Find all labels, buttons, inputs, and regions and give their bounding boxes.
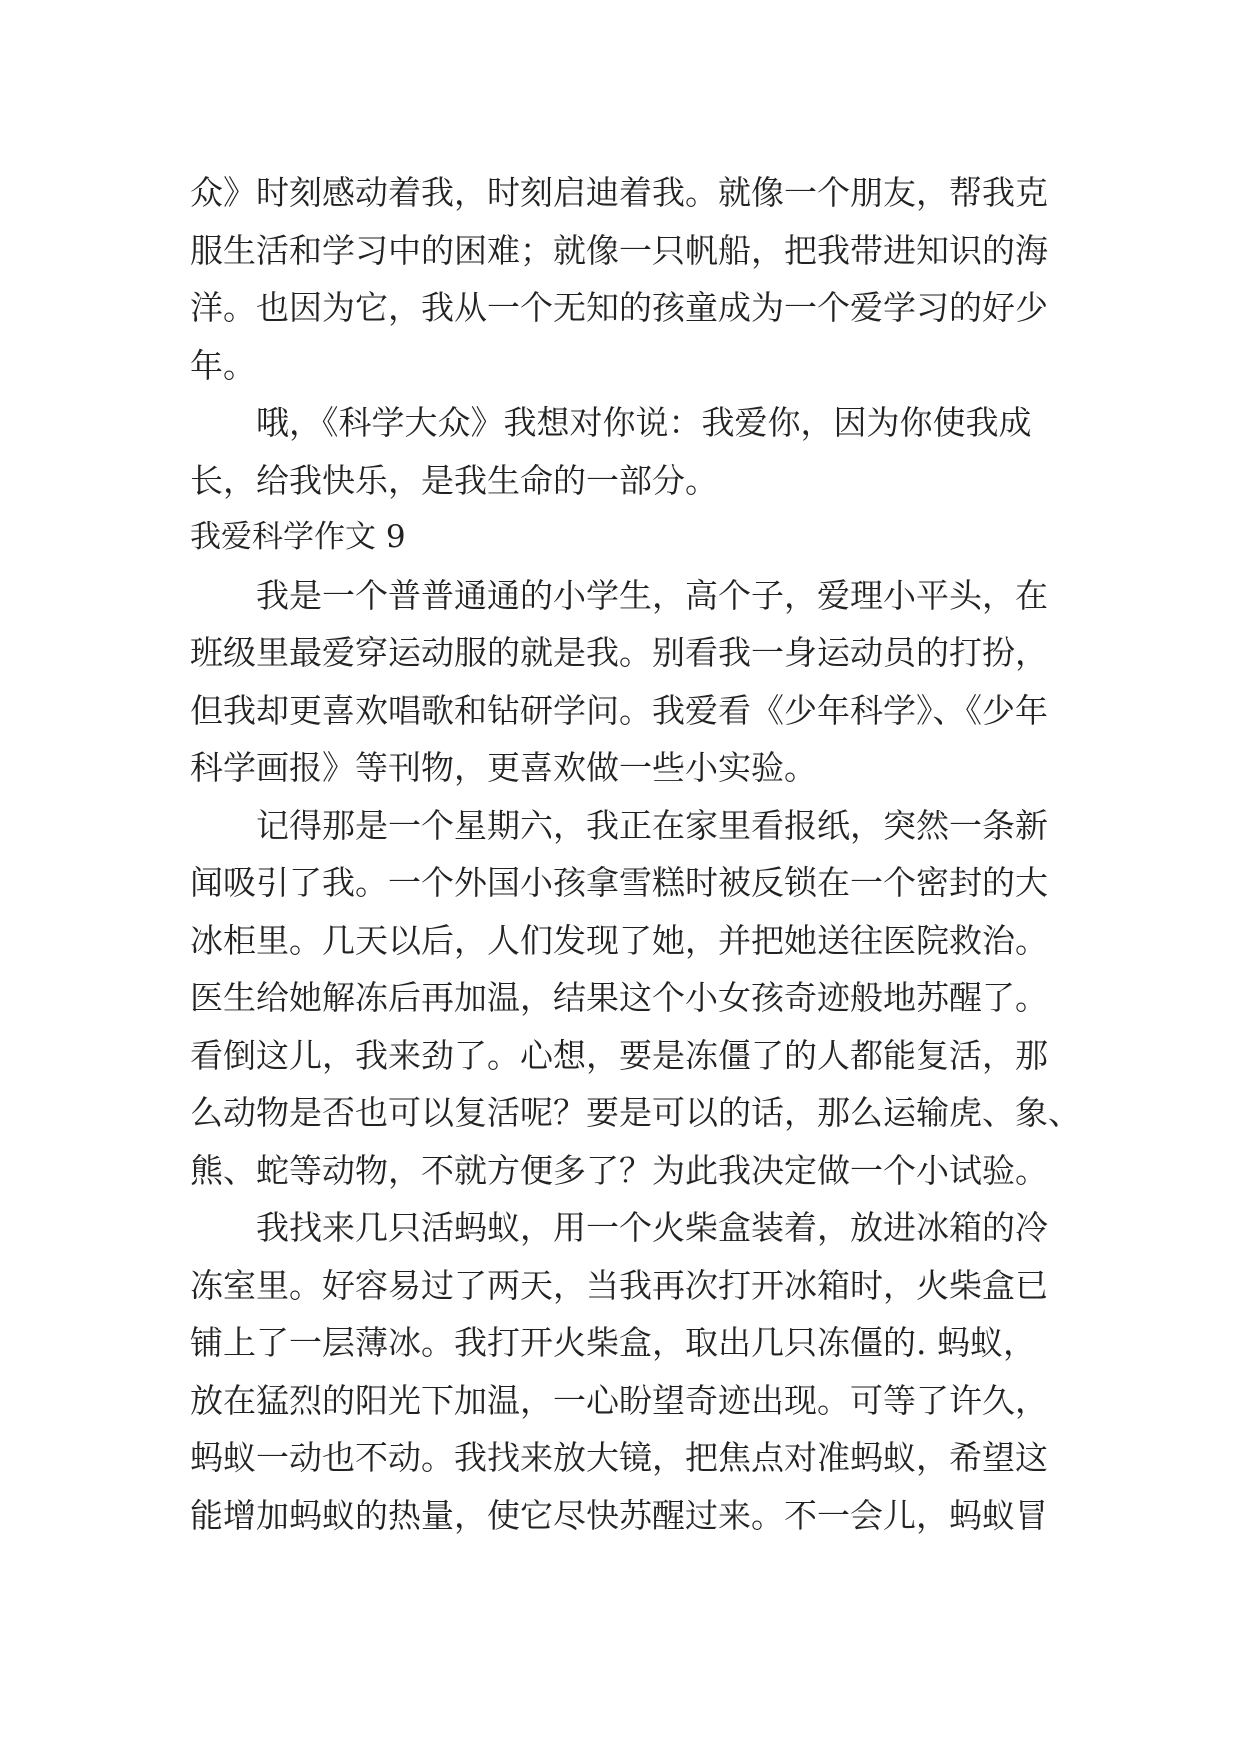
text-line: 年。 [190,345,256,385]
text-line: 哦，《科学大众》我想对你说：我爱你，因为你使我成 [256,403,1032,442]
text-line: 洋。也因为它，我从一个无知的孩童成为一个爱学习的好少 [190,288,1048,327]
paragraph [190,567,1060,797]
text-line: 闻吸引了我。一个外国小孩拿雪糕时被反锁在一个密封的大 [190,863,1048,902]
section-heading: 我爱科学作文 9 [190,519,406,555]
paragraph [190,394,1060,509]
text-line: 看倒这儿，我来劲了。心想，要是冻僵了的人都能复活，那 [190,1035,1048,1075]
paragraph [190,797,1081,1200]
text-line: 我找来几只活蚂蚁，用一个火柴盒装着，放进冰箱的冷 [256,1208,1048,1247]
text-line: 冰柜里。几天以后，人们发现了她，并把她送往医院救治。 [190,920,1048,960]
text-line: 能增加蚂蚁的热量，使它尽快苏醒过来。不一会儿，蚂蚁冒 [190,1495,1048,1535]
text-line: 铺上了一层薄冰。我打开火柴盒，取出几只冻僵的. 蚂蚁， [190,1323,1036,1362]
text-line: 医生给她解冻后再加温，结果这个小女孩奇迹般地苏醒了。 [190,978,1048,1017]
text-line: 么动物是否也可以复活呢？要是可以的话，那么运输虎、象、 [190,1093,1081,1132]
document-body [190,164,1081,1544]
text-line: 服生活和学习中的困难；就像一只帆船，把我带进知识的海 [190,230,1048,270]
text-line: 众》时刻感动着我，时刻启迪着我。就像一个朋友，帮我克 [190,173,1048,212]
text-line: 记得那是一个星期六，我正在家里看报纸，突然一条新 [256,805,1048,845]
text-line: 冻室里。好容易过了两天，当我再次打开冰箱时，火柴盒已 [190,1265,1048,1305]
text-line: 我是一个普普通通的小学生，高个子，爱理小平头，在 [256,575,1048,615]
text-line: 长，给我快乐，是我生命的一部分。 [190,460,718,500]
text-line: 但我却更喜欢唱歌和钻研学问。我爱看《少年科学》、《少年 [190,690,1048,730]
text-line: 熊、蛇等动物，不就方便多了？为此我决定做一个小试验。 [190,1150,1048,1190]
paragraph [190,1199,1060,1544]
text-line: 班级里最爱穿运动服的就是我。别看我一身运动员的打扮， [190,633,1048,672]
text-line: 放在猛烈的阳光下加温，一心盼望奇迹出现。可等了许久， [190,1380,1048,1420]
text-line: 科学画报》等刊物，更喜欢做一些小实验。 [190,748,817,787]
paragraph [190,164,1060,394]
text-line: 蚂蚁一动也不动。我找来放大镜，把焦点对准蚂蚁，希望这 [190,1438,1048,1477]
